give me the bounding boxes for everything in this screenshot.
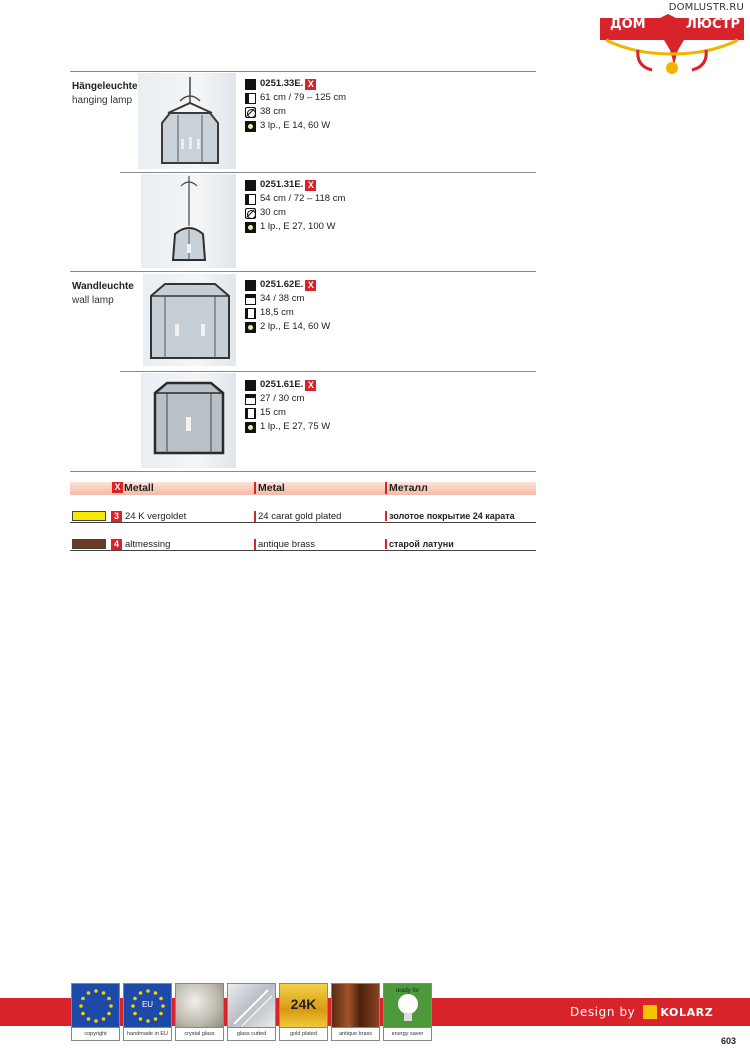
product-spec-0251-31 (245, 178, 345, 234)
finish-x-badge: X (305, 280, 316, 291)
product-spec-0251-61 (245, 378, 330, 434)
finish-header-de: Metall (124, 482, 154, 494)
badge-label: antique brass (331, 1028, 380, 1041)
divider (70, 71, 536, 72)
product-spec-0251-62 (245, 278, 330, 334)
article-code[interactable]: 0251.61E. (260, 379, 304, 390)
logo-word-lustr: ЛЮСТР (686, 17, 740, 32)
diameter-value: 38 cm (260, 106, 286, 117)
finish-number: 4 (111, 539, 122, 550)
product-photo-0251-31[interactable] (141, 174, 236, 268)
crystal-glass-icon (175, 983, 224, 1028)
size-value: 27 / 30 cm (260, 393, 305, 404)
design-by (570, 1005, 713, 1019)
feature-badges (71, 983, 435, 1041)
badge-label: glass cutted (227, 1028, 276, 1041)
finish-name-ru: золотое покрытие 24 карата (385, 511, 515, 521)
section-subtitle: wall lamp (72, 295, 114, 306)
article-code[interactable]: 0251.33E. (260, 78, 304, 89)
gold-swatch (72, 511, 106, 521)
page-number: 603 (720, 1036, 736, 1046)
depth-icon (245, 308, 256, 319)
divider (70, 271, 536, 272)
divider (120, 172, 536, 173)
badge-energy (383, 983, 432, 1041)
brass-swatch (72, 539, 106, 549)
eu-handmade-icon (123, 983, 172, 1028)
badge-label: copyright (71, 1028, 120, 1041)
section-subtitle: hanging lamp (72, 95, 133, 106)
energy-text: ready for (395, 988, 420, 994)
finish-header-en: Metal (254, 482, 285, 494)
finish-name-en: 24 carat gold plated (254, 511, 341, 522)
badge-label: gold plated (279, 1028, 328, 1041)
depth-icon (245, 408, 256, 419)
article-number-icon (245, 280, 256, 291)
badge-copyright (71, 983, 120, 1041)
article-number-icon (245, 79, 256, 90)
wall-lantern-small-image (141, 373, 236, 468)
bulb-value: 2 lp., E 14, 60 W (260, 321, 331, 332)
finish-x-badge: X (305, 380, 316, 391)
product-photo-0251-33[interactable] (138, 73, 236, 169)
product-spec-0251-33 (245, 77, 346, 133)
bulb-icon (245, 322, 256, 333)
finish-name-de: altmessing (125, 539, 171, 550)
article-number-icon (245, 380, 256, 391)
badge-cutted (227, 983, 276, 1041)
glass-cutted-icon (227, 983, 276, 1028)
finish-x-badge: X (305, 180, 316, 191)
badge-label: energy saver (383, 1028, 432, 1041)
article-number-icon (245, 180, 256, 191)
height-icon (245, 93, 256, 104)
divider (120, 371, 536, 372)
depth-value: 18,5 cm (260, 307, 294, 318)
bulb-icon (245, 222, 256, 233)
divider (70, 471, 536, 472)
brand-name: KOLARZ (660, 1005, 714, 1019)
diameter-value: 30 cm (260, 207, 286, 218)
diameter-icon (245, 208, 256, 219)
finish-name-en: antique brass (254, 539, 315, 550)
finish-row-brass[interactable] (70, 539, 536, 551)
height-value: 61 cm / 79 – 125 cm (260, 92, 347, 103)
article-code[interactable]: 0251.62E. (260, 279, 304, 290)
kolarz-logo-icon (643, 1005, 657, 1019)
antique-brass-icon (331, 983, 380, 1028)
article-code[interactable]: 0251.31E. (260, 179, 304, 190)
logo-word-dom: ДОМ (610, 17, 646, 32)
finish-x-badge: X (305, 79, 316, 90)
hanging-lantern-small-image (141, 174, 236, 268)
badge-label: handmade in EU (123, 1028, 172, 1041)
section-title: Hängeleuchte (72, 81, 138, 92)
eu-text: EU (141, 1000, 154, 1009)
gold-plated-icon (279, 983, 328, 1028)
energy-saver-icon (383, 983, 432, 1028)
height-value: 54 cm / 72 – 118 cm (260, 193, 346, 204)
finish-x-badge: X (112, 482, 123, 493)
finish-name-de: 24 K vergoldet (125, 511, 187, 522)
section-title: Wandleuchte (72, 281, 134, 292)
finish-header-ru: Металл (385, 482, 428, 494)
diameter-icon (245, 107, 256, 118)
hanging-lantern-image (138, 73, 236, 169)
bulb-value: 1 lp., E 27, 75 W (260, 421, 331, 432)
eu-stars-icon (71, 983, 120, 1028)
finish-number: 3 (111, 511, 122, 522)
product-photo-0251-61[interactable] (141, 373, 236, 468)
bulb-icon (245, 121, 256, 132)
height-icon (245, 194, 256, 205)
bulb-value: 1 lp., E 27, 100 W (260, 221, 336, 232)
size-value: 34 / 38 cm (260, 293, 305, 304)
logo-url: DOMLUSTR.RU (668, 2, 744, 13)
gold-text: 24K (290, 996, 317, 1012)
badge-label: crystal glass (175, 1028, 224, 1041)
finish-name-ru: старой латуни (385, 539, 454, 549)
height-width-icon (245, 294, 256, 305)
depth-value: 15 cm (260, 407, 286, 418)
wall-lantern-image (143, 274, 236, 366)
product-photo-0251-62[interactable] (143, 274, 236, 366)
bulb-icon (245, 422, 256, 433)
height-width-icon (245, 394, 256, 405)
badge-gold (279, 983, 328, 1041)
finish-row-gold[interactable] (70, 511, 536, 523)
site-logo[interactable] (594, 0, 750, 78)
bulb-value: 3 lp., E 14, 60 W (260, 120, 331, 131)
badge-brass (331, 983, 380, 1041)
design-text: Design by (570, 1005, 636, 1019)
badge-handmade (123, 983, 172, 1041)
badge-crystal (175, 983, 224, 1041)
